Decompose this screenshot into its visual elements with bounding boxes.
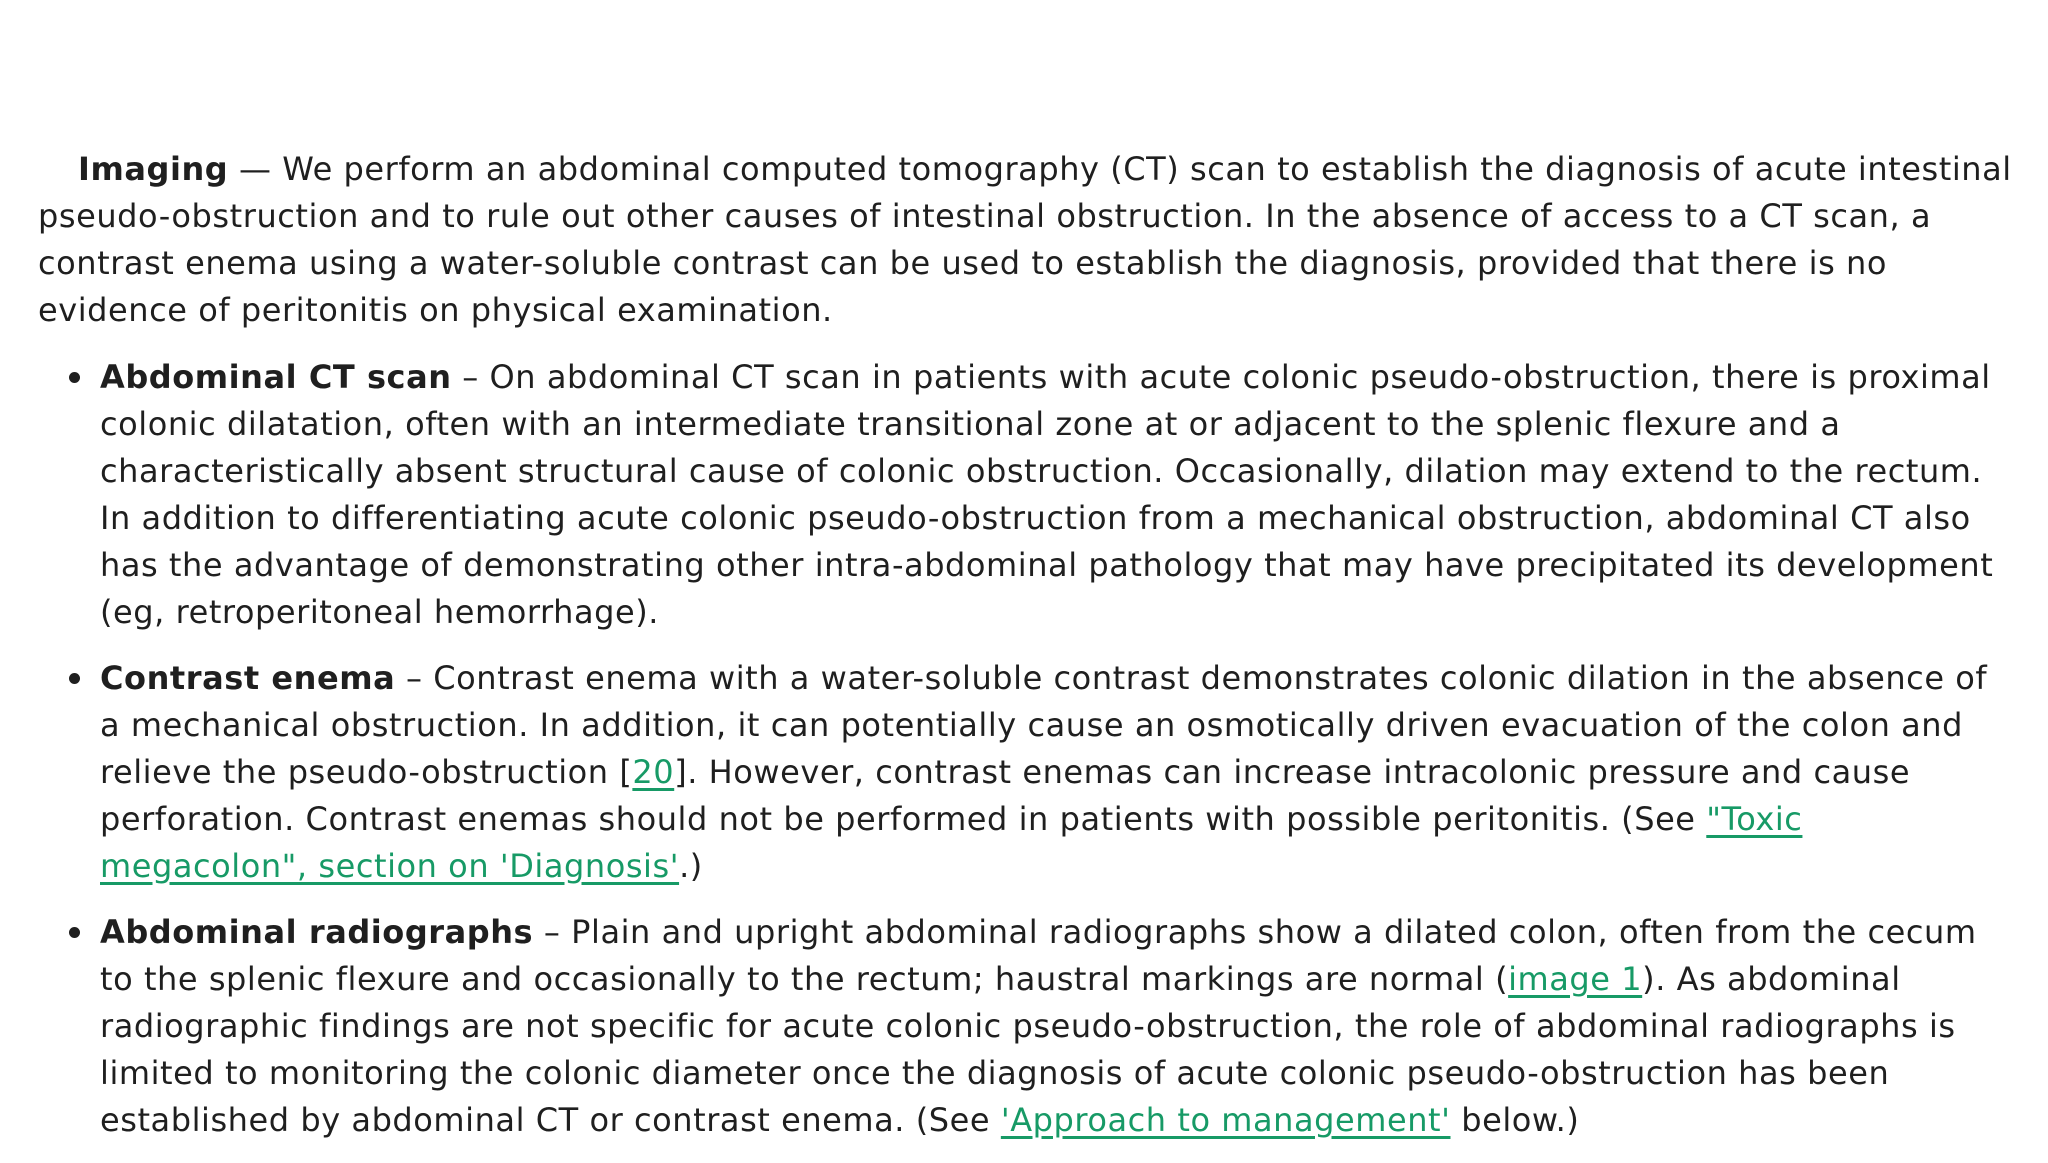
reference-link-20[interactable]: 20 bbox=[632, 753, 675, 791]
bullet-icon bbox=[69, 927, 80, 938]
list-item-title: Contrast enema bbox=[100, 659, 396, 697]
list-item-text: – Plain and upright abdominal radiographs show a dilated colon, often from the cecum to the splenic flexure and occasionally to the rectum; haustral markings are normal ( bbox=[100, 913, 1977, 998]
bullet-icon bbox=[69, 673, 80, 684]
list-item-text: ]. However, contrast enemas can increase intracolonic pressure and cause perforation. Contrast enemas should not be performed in patients with possible peritonitis. (See bbox=[100, 753, 1911, 838]
image-1-link[interactable]: image 1 bbox=[1508, 960, 1643, 998]
list-item-text: – Contrast enema with a water-soluble contrast demonstrates colonic dilation in the absence of a mechanical obstruction. In addition, it can potentially cause an osmotically driven evacuation of the colon and relieve the pseudo-obstruction [ bbox=[100, 659, 1988, 791]
list-item-text: ). As abdominal radiographic findings are not specific for acute colonic pseudo-obstruction, the role of abdominal radiographs is limited to monitoring the colonic diameter once the diagnosis of acute colonic pseudo-obstruction has been established by abdominal CT or contrast enema. (See bbox=[100, 960, 1956, 1139]
toxic-megacolon-link[interactable]: "Toxic megacolon", section on 'Diagnosis' bbox=[100, 800, 1803, 885]
approach-to-management-link[interactable]: 'Approach to management' bbox=[1000, 1101, 1451, 1139]
list-item-ct-scan bbox=[100, 354, 2013, 636]
imaging-list bbox=[38, 354, 2013, 1144]
imaging-paragraph bbox=[38, 146, 2013, 334]
heading-dash: — bbox=[228, 150, 283, 188]
list-item-title: Abdominal radiographs bbox=[100, 913, 534, 951]
section-heading: Imaging bbox=[78, 150, 229, 188]
list-item-contrast-enema bbox=[100, 655, 2013, 890]
list-item-text: – On abdominal CT scan in patients with acute colonic pseudo-obstruction, there is proximal colonic dilatation, often with an intermediate transitional zone at or adjacent to the splenic flexure and a characteristically absent structural cause of colonic obstruction. Occasionally, dilation may extend to the rectum. In addition to differentiating acute colonic pseudo-obstruction from a mechanical obstruction, abdominal CT also has the advantage of demonstrating other intra-abdominal pathology that may have precipitated its development (eg, retroperitoneal hemorrhage). bbox=[100, 358, 1994, 631]
list-item-radiographs bbox=[100, 909, 2013, 1144]
article-body bbox=[38, 146, 2013, 1163]
list-item-text: below.) bbox=[1450, 1101, 1580, 1139]
list-item-text: .) bbox=[679, 847, 703, 885]
section-text: We perform an abdominal computed tomography (CT) scan to establish the diagnosis of acute intestinal pseudo-obstruction and to rule out other causes of intestinal obstruction. In the absence of access to a CT scan, a contrast enema using a water-soluble contrast can be used to establish the diagnosis, provided that there is no evidence of peritonitis on physical examination. bbox=[38, 150, 2012, 329]
bullet-icon bbox=[69, 372, 80, 383]
list-item-title: Abdominal CT scan bbox=[100, 358, 452, 396]
